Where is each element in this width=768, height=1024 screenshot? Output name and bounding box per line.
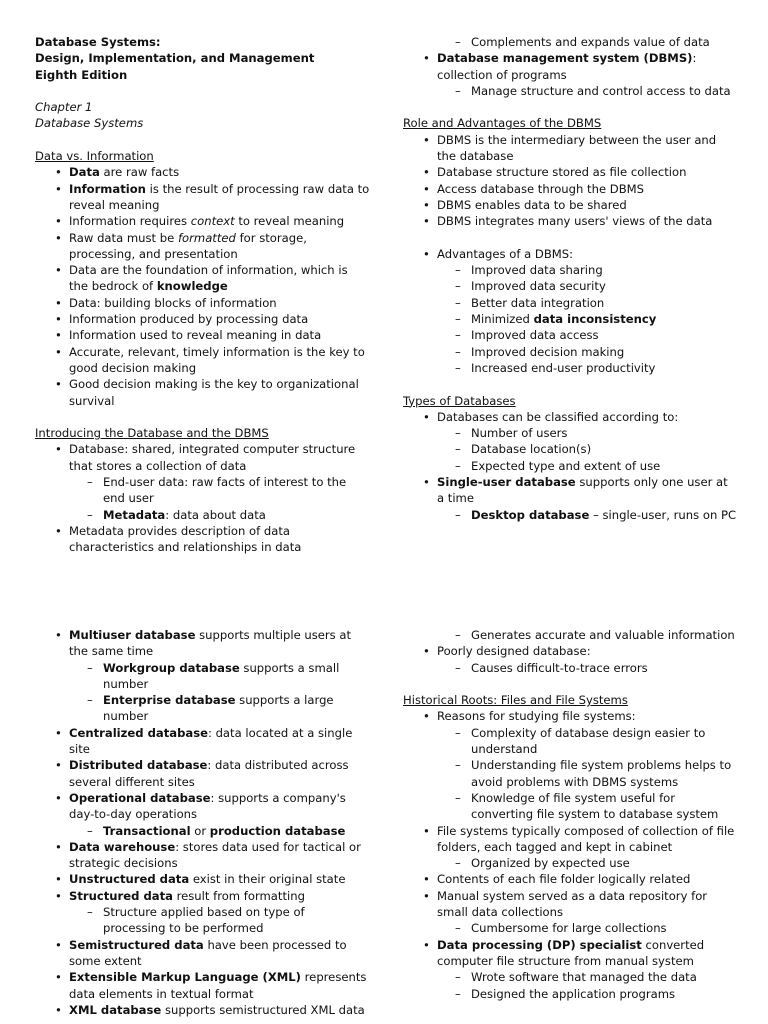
bullet-item: • Operational database: supports a company's day-to-day operations <box>35 790 370 823</box>
chapter-number: Chapter 1 <box>35 100 93 115</box>
bold-term: Data <box>69 165 100 180</box>
bullet-list <box>35 441 370 555</box>
bold-term: Information <box>69 181 146 196</box>
bullet-item: • Databases can be classified according to: <box>403 409 738 425</box>
list-spacer <box>403 230 738 246</box>
bullet-item: • Data are the foundation of information, which is the bedrock of knowledge <box>35 262 370 295</box>
sub-bullet-item: – Improved data security <box>403 278 738 294</box>
bullet-item: • Structured data result from formatting <box>35 888 370 904</box>
bullet-item: • Data warehouse: stores data used for tactical or strategic decisions <box>35 839 370 872</box>
bold-term: Extensible Markup Language (XML) <box>69 970 301 985</box>
bullet-item: • DBMS enables data to be shared <box>403 197 738 213</box>
bold-term: XML database <box>69 1002 162 1017</box>
column-top-right <box>403 34 738 523</box>
sub-bullet-item: – Structure applied based on type of processing to be performed <box>35 904 370 937</box>
book-title-line: Design, Implementation, and Management <box>35 51 315 66</box>
bullet-list <box>403 409 738 523</box>
bullet-list <box>35 627 370 1018</box>
book-title-line: Database Systems: <box>35 35 161 49</box>
sub-bullet-item: – Cumbersome for large collections <box>403 920 738 936</box>
bullet-item: • Raw data must be formatted for storage, processing, and presentation <box>35 230 370 263</box>
bold-term: Metadata <box>103 507 166 522</box>
bold-term: Centralized database <box>69 725 208 740</box>
sub-bullet-item: – Causes difficult-to-trace errors <box>403 660 738 676</box>
sub-bullet-item: – Metadata: data about data <box>35 507 370 523</box>
italic-term: formatted <box>177 230 236 245</box>
sub-bullet-item: – Understanding file system problems helps to avoid problems with DBMS systems <box>403 757 738 790</box>
bullet-item: • Semistructured data have been processed to some extent <box>35 937 370 970</box>
section-heading: Data vs. Information <box>35 149 154 164</box>
bold-term: Desktop database <box>471 507 590 522</box>
bullet-list <box>35 164 370 408</box>
book-title-line: Eighth Edition <box>35 67 128 82</box>
bullet-item: • Accurate, relevant, timely information is the key to good decision making <box>35 344 370 377</box>
bullet-item: • Access database through the DBMS <box>403 181 738 197</box>
bold-term: Data warehouse <box>69 839 176 854</box>
bold-term: Enterprise database <box>103 693 236 708</box>
section-heading: Role and Advantages of the DBMS <box>403 116 602 131</box>
sub-bullet-item: – Wrote software that managed the data <box>403 969 738 985</box>
bullet-item: • Information is the result of processing raw data to reveal meaning <box>35 181 370 214</box>
sub-bullet-item: – Transactional or production database <box>35 823 370 839</box>
bullet-item: • Manual system served as a data repository for small data collections <box>403 888 738 921</box>
bullet-list <box>403 132 738 376</box>
sub-bullet-item: – Complements and expands value of data <box>403 34 738 50</box>
bullet-item: • Single-user database supports only one user at a time <box>403 474 738 507</box>
section-heading: Types of Databases <box>403 393 516 408</box>
bold-term: Semistructured data <box>69 937 204 952</box>
column-bottom-right <box>403 627 738 1002</box>
sub-bullet-item: – End-user data: raw facts of interest to the end user <box>35 474 370 507</box>
bold-term: production database <box>209 823 346 838</box>
sub-bullet-item: – Improved decision making <box>403 344 738 360</box>
bullet-item: • Information used to reveal meaning in data <box>35 327 370 343</box>
bold-term: Structured data <box>69 888 173 903</box>
bullet-item: • Data processing (DP) specialist converted computer file structure from manual system <box>403 937 738 970</box>
bullet-item: • Information produced by processing data <box>35 311 370 327</box>
bullet-item: • Data are raw facts <box>35 164 370 180</box>
sub-bullet-item: – Generates accurate and valuable information <box>403 627 738 643</box>
bold-term: Workgroup database <box>103 660 240 675</box>
bold-term: Unstructured data <box>69 872 190 887</box>
bullet-item: • File systems typically composed of collection of file folders, each tagged and kept in cabinet <box>403 823 738 856</box>
sub-bullet-item: – Improved data sharing <box>403 262 738 278</box>
sub-bullet-item: – Minimized data inconsistency <box>403 311 738 327</box>
bullet-list <box>403 627 738 676</box>
sub-bullet-item: – Enterprise database supports a large number <box>35 692 370 725</box>
italic-term: context <box>190 214 235 229</box>
bold-term: Operational database <box>69 790 211 805</box>
bullet-item: • Database: shared, integrated computer structure that stores a collection of data <box>35 441 370 474</box>
bold-term: Data processing (DP) specialist <box>437 937 642 952</box>
column-bottom-left <box>35 627 370 1018</box>
bold-term: Database management system (DBMS) <box>437 51 693 66</box>
bold-term: knowledge <box>156 279 228 294</box>
bullet-item: • Unstructured data exist in their original state <box>35 871 370 887</box>
bold-term: Transactional <box>103 823 191 838</box>
bold-term: Multiuser database <box>69 628 196 642</box>
bold-term: Single-user database <box>437 475 576 490</box>
bullet-item: • DBMS is the intermediary between the user and the database <box>403 132 738 165</box>
sub-bullet-item: – Desktop database – single-user, runs on PC <box>403 507 738 523</box>
sub-bullet-item: – Workgroup database supports a small number <box>35 660 370 693</box>
bullet-item: • Distributed database: data distributed across several different sites <box>35 757 370 790</box>
bullet-item: • Extensible Markup Language (XML) represents data elements in textual format <box>35 969 370 1002</box>
bullet-item: • Information requires context to reveal meaning <box>35 213 370 229</box>
sub-bullet-item: – Database location(s) <box>403 441 738 457</box>
section-heading: Introducing the Database and the DBMS <box>35 426 269 441</box>
bullet-item: • XML database supports semistructured XML data <box>35 1002 370 1018</box>
bullet-item: • Multiuser database supports multiple users at the same time <box>35 627 370 660</box>
sub-bullet-item: – Knowledge of file system useful for converting file system to database system <box>403 790 738 823</box>
column-top-left <box>35 34 370 556</box>
bullet-item: • DBMS integrates many users' views of the data <box>403 213 738 229</box>
sub-bullet-item: – Increased end-user productivity <box>403 360 738 376</box>
bold-term: data inconsistency <box>533 312 657 327</box>
bullet-item: • Database structure stored as file collection <box>403 164 738 180</box>
sub-bullet-item: – Complexity of database design easier to understand <box>403 725 738 758</box>
bold-term: Distributed database <box>69 758 208 773</box>
bullet-item: • Contents of each file folder logically related <box>403 871 738 887</box>
sub-bullet-item: – Number of users <box>403 425 738 441</box>
bullet-list <box>403 34 738 99</box>
chapter-title: Database Systems <box>35 116 144 131</box>
bullet-item: • Database management system (DBMS): collection of programs <box>403 50 738 83</box>
bullet-item: • Centralized database: data located at a single site <box>35 725 370 758</box>
sub-bullet-item: – Better data integration <box>403 295 738 311</box>
section-heading: Historical Roots: Files and File Systems <box>403 693 628 708</box>
book-title <box>35 34 370 83</box>
bullet-item: • Reasons for studying file systems: <box>403 708 738 724</box>
bullet-item: • Good decision making is the key to organizational survival <box>35 376 370 409</box>
bullet-item: • Data: building blocks of information <box>35 295 370 311</box>
sub-bullet-item: – Designed the application programs <box>403 986 738 1002</box>
sub-bullet-item: – Improved data access <box>403 327 738 343</box>
sub-bullet-item: – Expected type and extent of use <box>403 458 738 474</box>
bullet-item: • Advantages of a DBMS: <box>403 246 738 262</box>
sub-bullet-item: – Organized by expected use <box>403 855 738 871</box>
bullet-item: • Metadata provides description of data characteristics and relationships in data <box>35 523 370 556</box>
bullet-list <box>403 708 738 1001</box>
bullet-item: • Poorly designed database: <box>403 643 738 659</box>
sub-bullet-item: – Manage structure and control access to data <box>403 83 738 99</box>
